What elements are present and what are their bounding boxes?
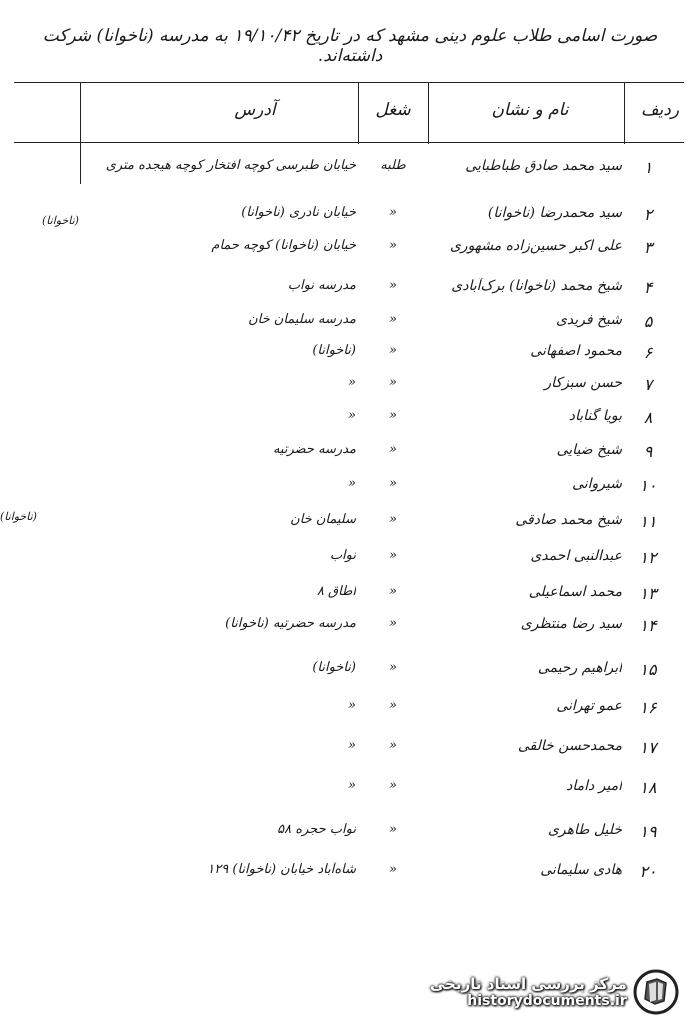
table-row <box>0 375 700 411</box>
address: (ناخوانا) <box>312 343 356 358</box>
occupation: « <box>389 238 397 253</box>
address: (ناخوانا) <box>312 660 356 675</box>
table-row <box>0 238 700 274</box>
address: « <box>348 476 356 491</box>
table-row <box>0 822 700 858</box>
table-row <box>0 408 700 444</box>
row-number: ۴ <box>643 278 653 297</box>
occupation: « <box>389 442 397 457</box>
student-name: امیر داماد <box>566 778 622 794</box>
row-number: ۲ <box>643 205 653 224</box>
row-number: ۸ <box>643 408 653 427</box>
student-name: محمد اسماعیلی <box>528 584 622 600</box>
row-number: ۲۰ <box>639 862 657 881</box>
student-name: شیخ فریدی <box>555 312 622 328</box>
archive-logo-icon <box>633 969 679 1015</box>
address: مدرسه حضرتیه (ناخوانا) <box>225 616 356 631</box>
table-row <box>0 158 700 194</box>
row-number: ۱۹ <box>639 822 657 841</box>
address: نواب <box>329 548 356 563</box>
column-divider <box>428 82 429 144</box>
address: « <box>348 698 356 713</box>
address: سلیمان خان <box>290 512 356 527</box>
student-name: سید رضا منتظری <box>520 616 622 632</box>
table-row <box>0 738 700 774</box>
occupation: « <box>389 408 397 423</box>
table-row <box>0 862 700 898</box>
table-row <box>0 442 700 478</box>
table-top-rule <box>14 82 684 83</box>
occupation: « <box>389 548 397 563</box>
address: « <box>348 738 356 753</box>
table-row <box>0 548 700 584</box>
row-number: ۱۱ <box>639 512 657 531</box>
occupation: « <box>389 822 397 837</box>
column-header-row-no: ردیف <box>640 100 680 120</box>
row-number: ۶ <box>643 343 653 362</box>
row-number: ۱۸ <box>639 778 657 797</box>
address: شاه‌آباد خیابان (ناخوانا) ۱۲۹ <box>207 862 356 877</box>
column-divider <box>358 82 359 144</box>
watermark-text <box>430 975 627 1009</box>
student-name: علی اکبر حسین‌زاده مشهوری <box>449 238 622 254</box>
occupation: « <box>389 778 397 793</box>
table-row <box>0 343 700 379</box>
row-number: ۵ <box>643 312 653 331</box>
student-name: سید محمد صادق طباطبایی <box>465 158 622 174</box>
address: مدرسه نواب <box>287 278 356 293</box>
table-row <box>0 660 700 696</box>
address: « <box>348 778 356 793</box>
occupation: « <box>389 375 397 390</box>
row-number: ۱۲ <box>639 548 657 567</box>
student-name: شیخ محمد صادقی <box>515 512 622 528</box>
student-name: عبدالنبی احمدی <box>530 548 622 564</box>
column-header-occupation: شغل <box>375 100 411 120</box>
occupation: « <box>389 616 397 631</box>
occupation: « <box>389 343 397 358</box>
address: خیابان نادری (ناخوانا) <box>241 205 356 220</box>
student-name: عمو تهرانی <box>556 698 622 714</box>
occupation: « <box>389 205 397 220</box>
column-header-address: آدرس <box>234 100 276 120</box>
student-name: سید محمدرضا (ناخوانا) <box>487 205 622 221</box>
column-header-name: نام و نشان <box>491 100 569 120</box>
occupation: « <box>389 698 397 713</box>
address: خیابان (ناخوانا) کوچه حمام <box>211 238 356 253</box>
header-bottom-rule <box>14 142 684 143</box>
address: نواب حجره ۵۸ <box>277 822 356 837</box>
table-row <box>0 778 700 814</box>
student-name: شیروانی <box>572 476 622 492</box>
student-name: هادی سلیمانی <box>540 862 622 878</box>
student-name: ابراهیم رحیمی <box>537 660 622 676</box>
row-number: ۱ <box>643 158 653 177</box>
table-row <box>0 584 700 620</box>
document-title: صورت اسامی طلاب علوم دینی مشهد که در تاریخ ۱۹/۱۰/۴۲ به مدرسه (ناخوانا) شرکت داشته‌اند. <box>42 26 658 66</box>
student-name: بویا گناباد <box>568 408 622 424</box>
occupation: « <box>389 738 397 753</box>
student-name: خلیل طاهری <box>547 822 622 838</box>
row-number: ۳ <box>643 238 653 257</box>
row-number: ۱۷ <box>639 738 657 757</box>
occupation: طلبه <box>380 158 406 173</box>
table-row <box>0 698 700 734</box>
occupation: « <box>389 862 397 877</box>
table-row <box>0 476 700 512</box>
address: خیابان طبرسی کوچه افتخار کوچه هیجده مترى <box>105 158 356 173</box>
table-row <box>0 512 700 548</box>
student-name: شیخ ضیایی <box>556 442 622 458</box>
occupation: « <box>389 278 397 293</box>
table-row <box>0 616 700 652</box>
watermark-url: historydocuments.ir <box>467 993 627 1009</box>
student-name: محمود اصفهانی <box>530 343 622 359</box>
address: مدرسه حضرتیه <box>272 442 356 457</box>
address: مدرسه سلیمان خان <box>248 312 356 327</box>
address: اطاق ۸ <box>316 584 356 599</box>
address: « <box>348 375 356 390</box>
row-number: ۹ <box>643 442 653 461</box>
row-number: ۱۶ <box>639 698 657 717</box>
occupation: « <box>389 476 397 491</box>
table-row <box>0 278 700 314</box>
occupation: « <box>389 584 397 599</box>
address: « <box>348 408 356 423</box>
archive-watermark <box>430 960 692 1024</box>
watermark-org-name: مرکز بررسی اسناد تاریخی <box>430 975 627 993</box>
table-row <box>0 205 700 241</box>
student-name: محمدحسن خالقی <box>517 738 622 754</box>
row-number: ۱۰ <box>639 476 657 495</box>
occupation: « <box>389 512 397 527</box>
row-number: ۱۳ <box>639 584 657 603</box>
occupation: « <box>389 660 397 675</box>
occupation: « <box>389 312 397 327</box>
student-name: حسن سبزکار <box>544 375 622 391</box>
row-number: ۷ <box>643 375 653 394</box>
row-number: ۱۵ <box>639 660 657 679</box>
column-divider <box>624 82 625 144</box>
margin-note: (ناخوانا) <box>42 214 79 227</box>
margin-note: (ناخوانا) <box>0 510 37 523</box>
student-name: شیخ محمد (ناخوانا) برک‌آبادی <box>451 278 622 294</box>
row-number: ۱۴ <box>639 616 657 635</box>
